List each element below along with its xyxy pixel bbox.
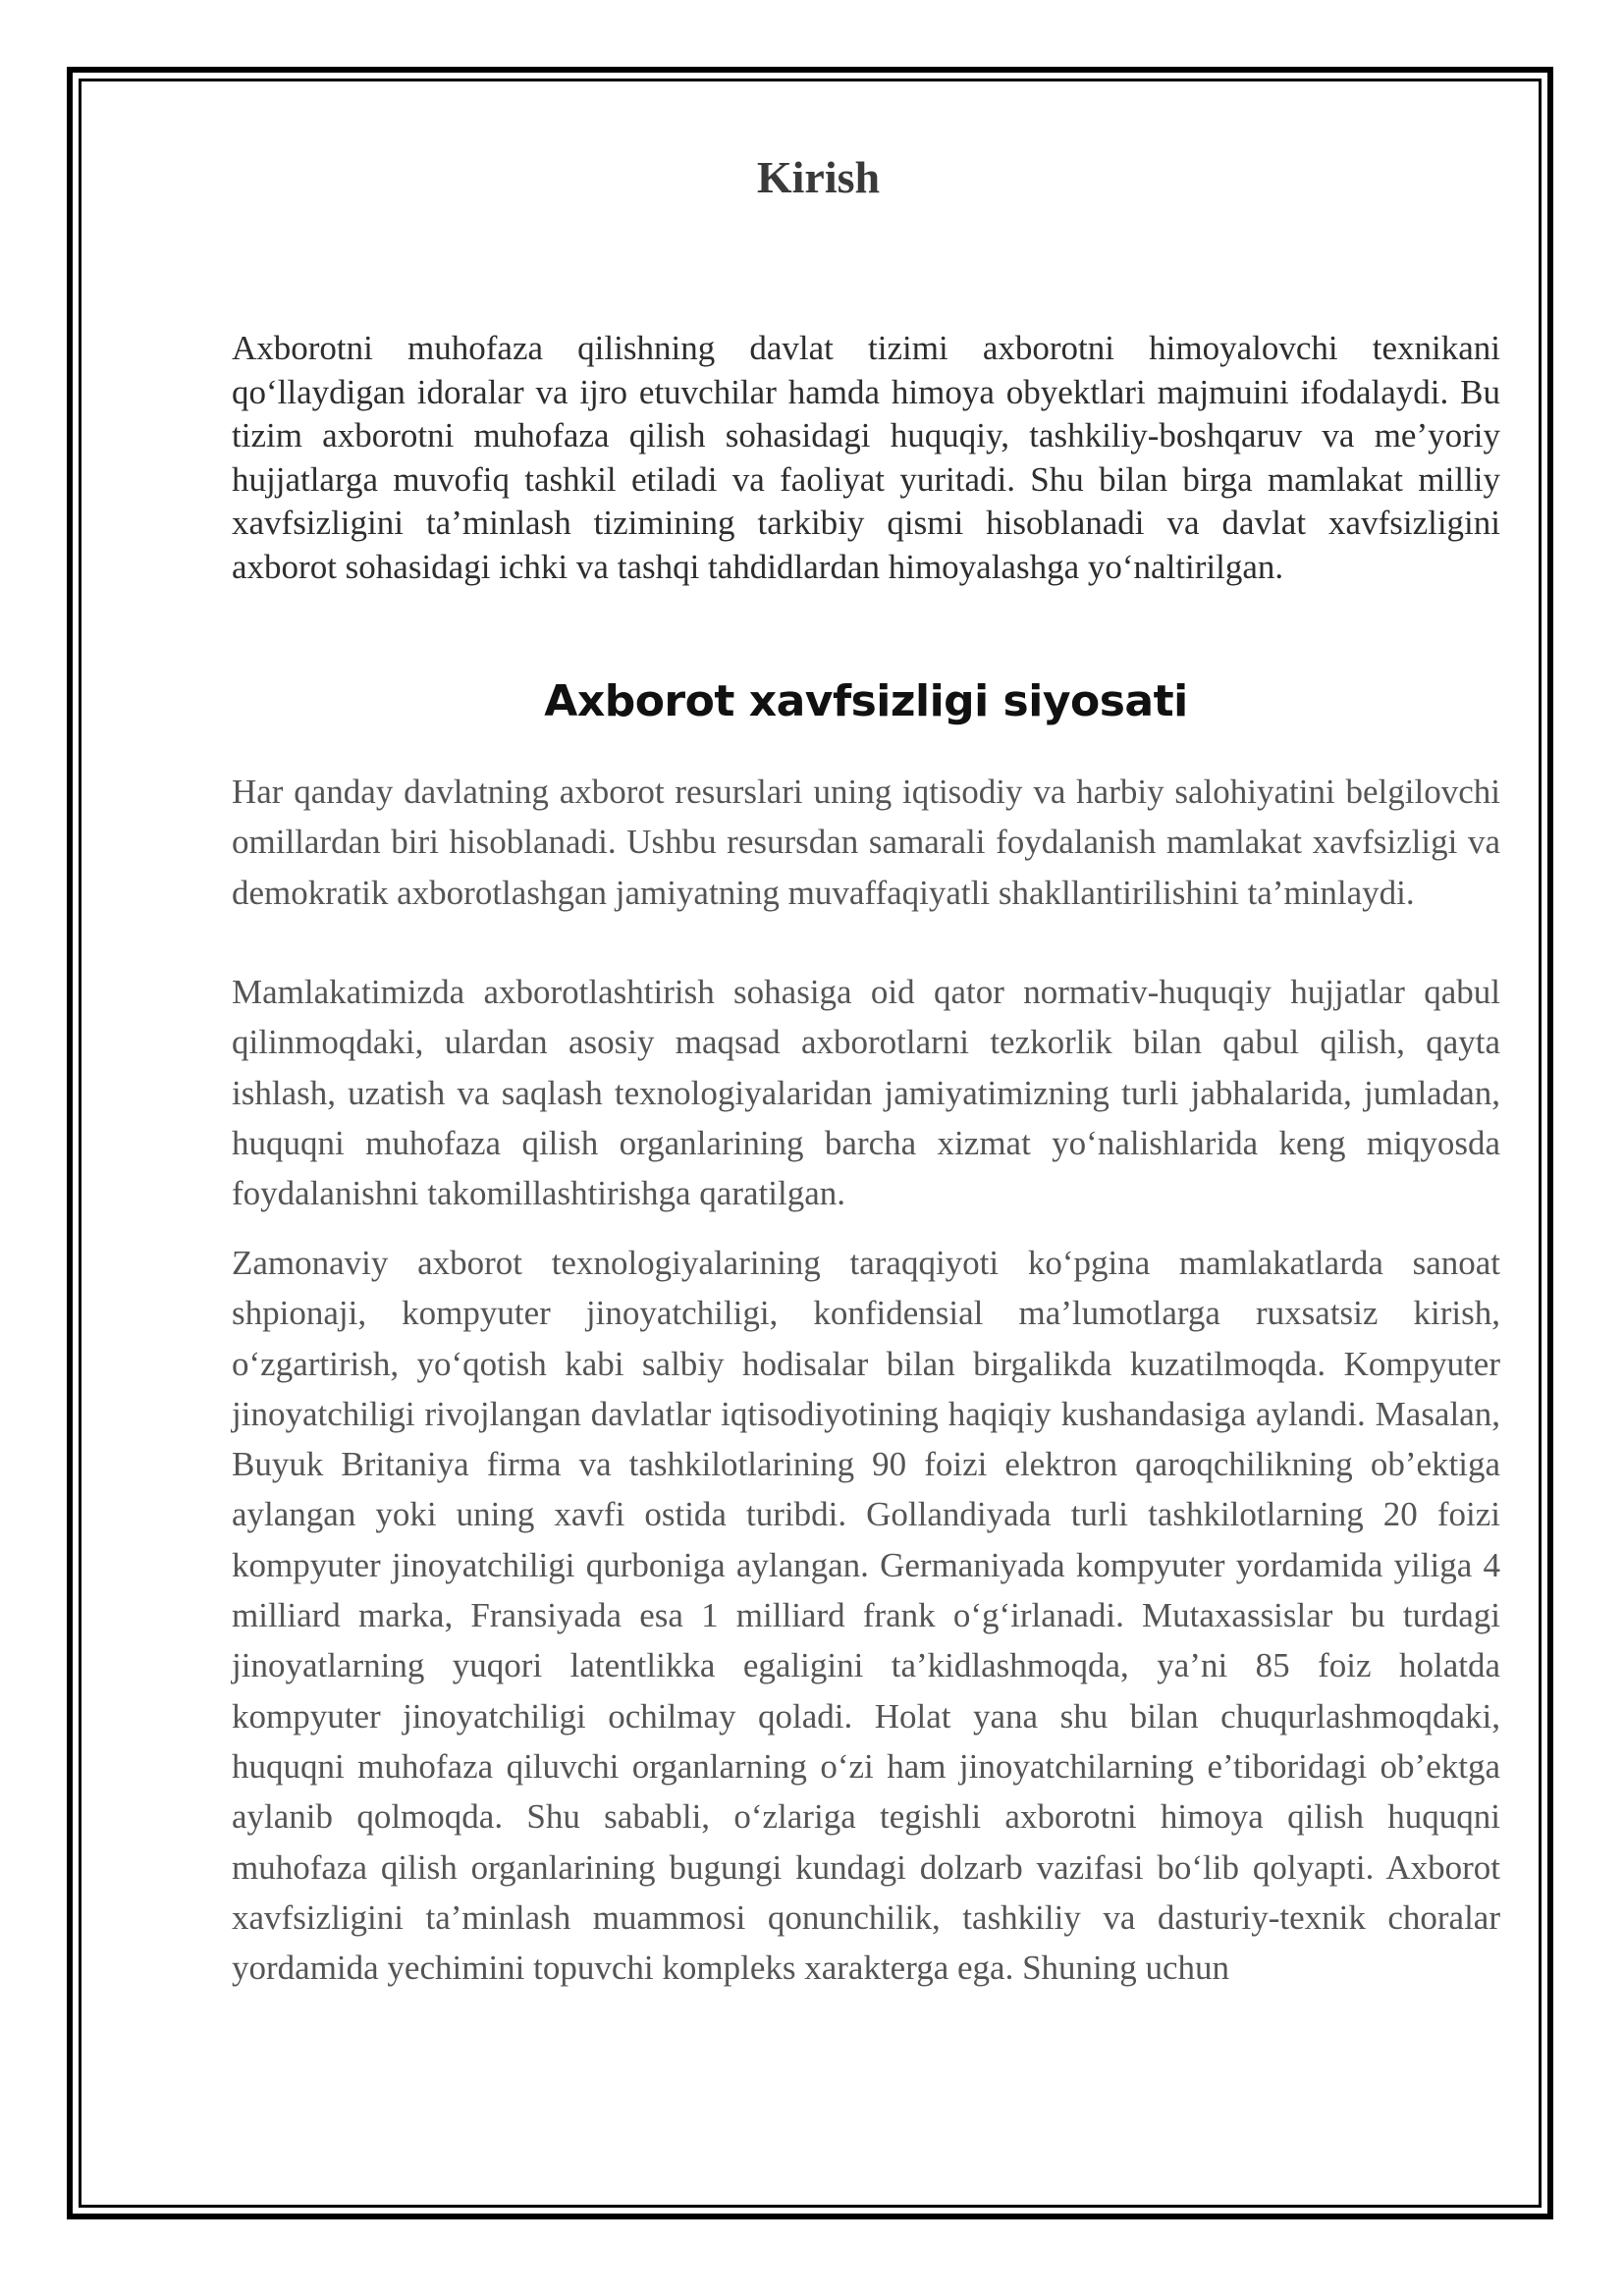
section-paragraph-3: Zamonaviy axborot texnologiyalarining taraqqiyoti ko‘pgina mamlakatlarda sanoat shpionaji, kompyuter jinoyatchiligi, konfidensial ma’lumotlarga ruxsatsiz kirish, o‘zgartirish, yo‘qotish kabi salbiy hodisalar bilan birgalikda kuzatilmoqda. Kompyuter jinoyatchiligi rivojlangan davlatlar iqtisodiyotining haqiqiy kushandasiga aylandi. Masalan, Buyuk Britaniya firma va tashkilotlarining 90 foizi elektron qaroqchilikning ob’ektiga aylangan yoki uning xavfi ostida turibdi. Gollandiyada turli tashkilotlarning 20 foizi kompyuter jinoyatchiligi qurboniga aylangan. Germaniyada kompyuter yordamida yiliga 4 milliard marka, Fransiyada esa 1 milliard frank o‘g‘irlanadi. Mutaxassislar bu turdagi jinoyatlarning yuqori latentlikka egaligini ta’kidlashmoqda, ya’ni 85 foiz holatda kompyuter jinoyatchiligi ochilmay qoladi. Holat yana shu bilan chuqurlashmoqdaki, huquqni muhofaza qiluvchi organlarning o‘zi ham jinoyatchilarning e’tiboridagi ob’ektga aylanib qolmoqda. Shu sababli, o‘zlariga tegishli axborotni himoya qilish huquqni muhofaza qilish organlarining bugungi kundagi dolzarb vazifasi bo‘lib qolyapti. Axborot xavfsizligini ta’minlash muammosi qonunchilik, tashkiliy va dasturiy-texnik choralar yordamida yechimini topuvchi kompleks xarakterga ega. Shuning uchun bbox=[232, 1244, 1500, 1988]
section-title: Axborot xavfsizligi siyosati bbox=[544, 676, 1188, 726]
section-paragraph-1: Har qanday davlatning axborot resurslari uning iqtisodiy va harbiy salohiyatini belgilovchi omillardan biri hisoblanadi. Ushbu resursdan samarali foydalanish mamlakat xavfsizligi va demokratik axborotlashgan jamiyatning muvaffaqiyatli shakllantirilishini ta’minlaydi. bbox=[232, 773, 1500, 912]
section-paragraph-2: Mamlakatimizda axborotlashtirish sohasiga oid qator normativ-huquqiy hujjatlar qabul qilinmoqdaki, ulardan asosiy maqsad axborotlarni tezkorlik bilan qabul qilish, qayta ishlash, uzatish va saqlash texnologiyalaridan jamiyatimizning turli jabhalarida, jumladan, huquqni muhofaza qilish organlarining barcha xizmat yo‘nalishlarida keng miqyosda foydalanishni takomillashtirishga qaratilgan. bbox=[232, 973, 1500, 1213]
page-title: Kirish bbox=[756, 152, 881, 202]
intro-paragraph: Axborotni muhofaza qilishning davlat tizimi axborotni himoyalovchi texnikani qo‘llaydigan idoralar va ijro etuvchilar hamda himoya obyektlari majmuini ifodalaydi. Bu tizim axborotni muhofaza qilish sohasidagi huquqiy, tashkiliy-boshqaruv va me’yoriy hujjatlarga muvofiq tashkil etiladi va faoliyat yuritadi. Shu bilan birga mamlakat milliy xavfsizligini ta’minlash tizimining tarkibiy qismi hisoblanadi va davlat xavfsizligini axborot sohasidagi ichki va tashqi tahdidlardan himoyalashga yo‘naltirilgan. bbox=[232, 329, 1500, 586]
